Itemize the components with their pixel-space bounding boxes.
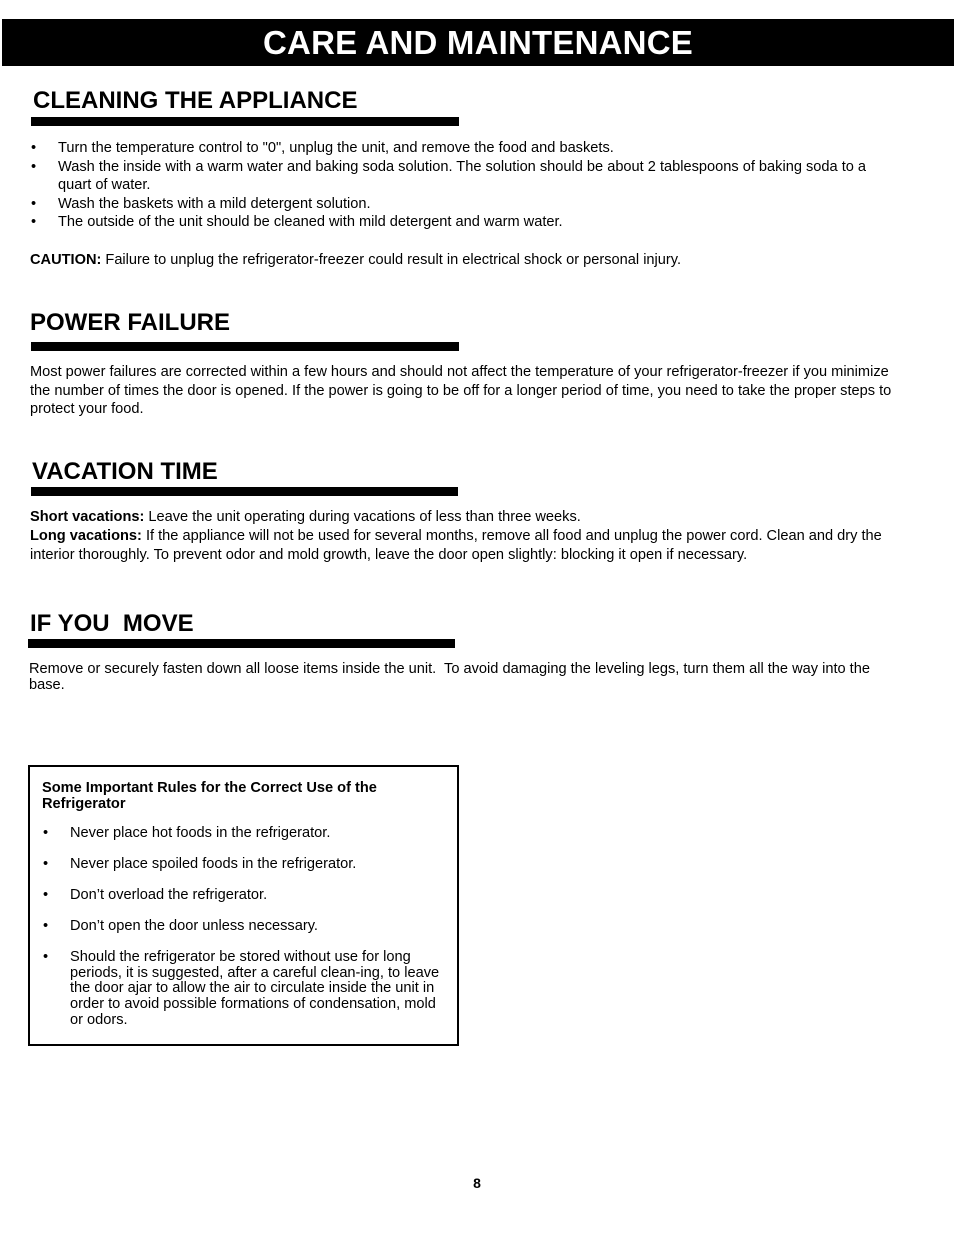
list-item: • Turn the temperature control to "0", unplug the unit, and remove the food and baskets.: [30, 139, 875, 158]
list-item: • Don’t open the door unless necessary.: [42, 919, 447, 935]
long-vacations-paragraph: [30, 527, 910, 564]
move-heading-rule: [28, 639, 455, 648]
list-item: • Never place hot foods in the refrigerator.: [42, 826, 447, 842]
short-vacations-label: Short vacations:: [30, 509, 145, 525]
list-item: • Don’t overload the refrigerator.: [42, 888, 447, 904]
power-failure-heading: POWER FAILURE: [30, 309, 231, 336]
cleaning-heading: CLEANING THE APPLIANCE: [33, 87, 358, 114]
vacation-heading: VACATION TIME: [32, 458, 218, 485]
power-failure-heading-rule: [31, 342, 459, 351]
cleaning-bullet-list: [30, 139, 875, 232]
cleaning-heading-rule: [31, 117, 459, 126]
long-vacations-text: If the appliance will not be used for several months, remove all food and unplug the power cord. Clean and dry the interior thoroughly. To prevent odor and mold growth, leave the door open slightly: blocking it open if necessary.: [30, 528, 882, 563]
rules-box: [28, 765, 459, 1046]
page-title: CARE AND MAINTENANCE: [2, 19, 954, 66]
vacation-heading-rule: [31, 487, 458, 496]
short-vacations-text: Leave the unit operating during vacations of less than three weeks.: [144, 509, 581, 525]
caution-text: Failure to unplug the refrigerator-freezer could result in electrical shock or personal injury.: [101, 252, 682, 268]
short-vacations-paragraph: [30, 508, 910, 527]
list-item: • Wash the inside with a warm water and baking soda solution. The solution should be about 2 tablespoons of baking soda to a quart of water.: [30, 158, 875, 195]
move-heading: IF YOU MOVE: [30, 610, 194, 637]
power-failure-paragraph: Most power failures are corrected within a few hours and should not affect the temperature of your refrigerator-freezer if you minimize the number of times the door is opened. If the power is going to be off for a longer period of time, you need to take the proper steps to protect your food.: [30, 364, 892, 418]
caution-label: CAUTION:: [30, 252, 102, 268]
list-item: • Never place spoiled foods in the refrigerator.: [42, 857, 447, 873]
list-item: • The outside of the unit should be cleaned with mild detergent and warm water.: [30, 213, 875, 232]
caution-paragraph: [30, 251, 930, 270]
list-item: • Wash the baskets with a mild detergent solution.: [30, 195, 875, 214]
list-item: • Should the refrigerator be stored without use for long periods, it is suggested, after a careful clean-ing, to leave the door ajar to allow the air to circulate inside the unit in order to avoid possible formations of condensation, mold or odors.: [42, 950, 447, 1029]
long-vacations-label: Long vacations:: [30, 528, 142, 544]
move-paragraph: Remove or securely fasten down all loose items inside the unit. To avoid damaging the leveling legs, turn them all the way into the base.: [29, 661, 875, 693]
rules-list: [42, 826, 447, 1044]
page-number: 8: [473, 1175, 481, 1191]
rules-box-title: Some Important Rules for the Correct Use of the Refrigerator: [42, 780, 377, 812]
